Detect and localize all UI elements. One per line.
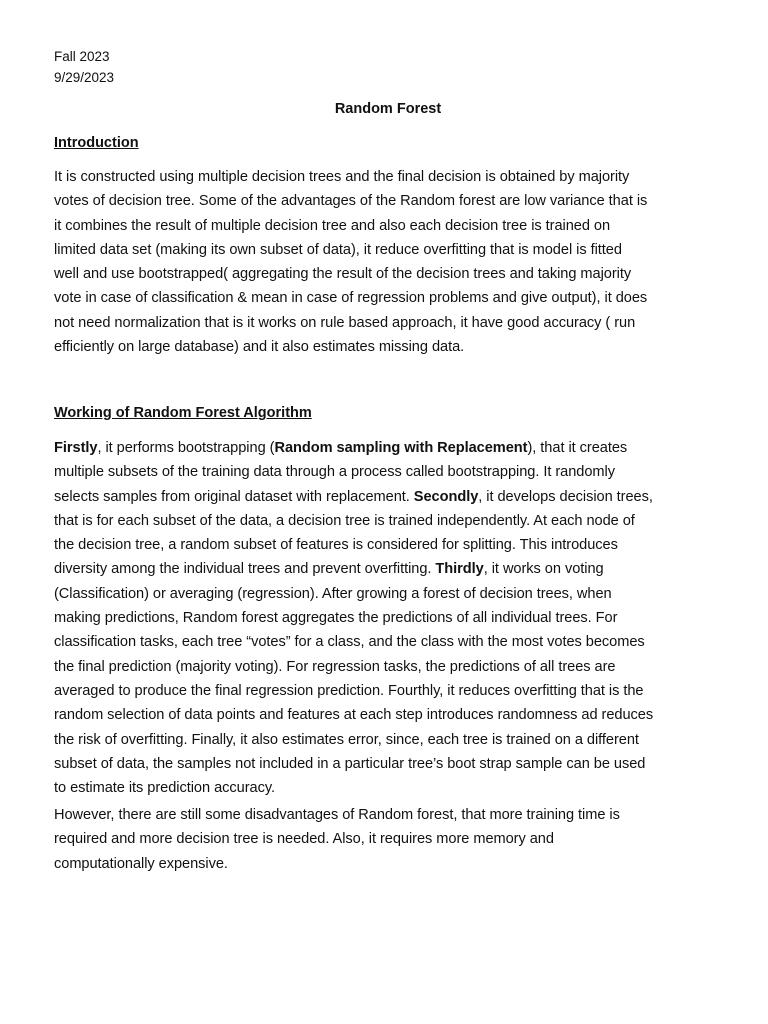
secondly-bold: Secondly [413, 488, 479, 505]
text-run: diversity among the individual trees and prevent overfitting. [54, 561, 436, 578]
paragraph-line: the final prediction (majority voting). For regression tasks, the predictions of all trees are [54, 658, 616, 675]
paragraph-line: vote in case of classification & mean in case of regression problems and give output), it does [54, 290, 648, 307]
paragraph-line [54, 485, 724, 509]
firstly-bold: Firstly [54, 440, 98, 456]
paragraph-line: not need normalization that is it works on rule based approach, it have good accuracy ( run [54, 314, 636, 331]
paragraph-line: the risk of overfitting. Finally, it also estimates error, since, each tree is trained on a different [54, 731, 639, 748]
paragraph-line: the decision tree, a random subset of features is considered for splitting. This introduces [54, 537, 618, 554]
text-run: selects samples from original dataset with replacement. [54, 488, 414, 505]
paragraph-line: However, there are still some disadvantages of Random forest, that more training time is [54, 807, 620, 823]
paragraph-line: limited data set (making its own subset of data), it reduce overfitting that is model is fitted [54, 241, 622, 258]
text-run: , it develops decision trees, [478, 488, 653, 505]
paragraph-line: random selection of data points and features at each step introduces randomness ad reduces [54, 707, 654, 724]
paragraph-line: computationally expensive. [54, 855, 228, 872]
text-run: , it performs bootstrapping ( [97, 440, 275, 456]
working-heading: Working of Random Forest Algorithm [54, 405, 312, 421]
paragraph-line: subset of data, the samples not included in a particular tree’s boot strap sample can be used [54, 755, 646, 772]
paragraph-line: it combines the result of multiple decision tree and also each decision tree is trained on [54, 217, 611, 234]
term-label: Fall 2023 [54, 49, 110, 64]
paragraph-line: classification tasks, each tree “votes” for a class, and the class with the most votes becomes [54, 634, 645, 651]
paragraph-line: that is for each subset of the data, a decision tree is trained independently. At each node of [54, 512, 635, 529]
paragraph-line: efficiently on large database) and it also estimates missing data. [54, 339, 465, 356]
paragraph-line: making predictions, Random forest aggregates the predictions of all individual trees. For [54, 610, 618, 627]
text-run: , it works on voting [483, 561, 604, 578]
disadvantages-paragraph [54, 803, 724, 876]
date-label: 9/29/2023 [54, 70, 115, 85]
paragraph-line: required and more decision tree is needed. Also, it requires more memory and [54, 831, 554, 848]
thirdly-bold: Thirdly [435, 561, 484, 578]
random-sampling-bold: Random sampling with Replacement [274, 440, 528, 456]
paragraph-line: It is constructed using multiple decision trees and the final decision is obtained by majority [54, 169, 630, 185]
introduction-heading: Introduction [54, 135, 139, 151]
paragraph-line [54, 436, 724, 460]
paragraph-line: votes of decision tree. Some of the advantages of the Random forest are low variance that is [54, 193, 648, 210]
paragraph-line: (Classification) or averaging (regression). After growing a forest of decision trees, when [54, 585, 612, 602]
paragraph-line: well and use bootstrapped( aggregating the result of the decision trees and taking majority [54, 266, 632, 283]
document-title: Random Forest [334, 101, 442, 117]
document-meta [54, 46, 114, 88]
working-paragraph [54, 436, 724, 800]
paragraph-line: averaged to produce the final regression prediction. Fourthly, it reduces overfitting that is the [54, 682, 644, 699]
paragraph-line: to estimate its prediction accuracy. [54, 780, 275, 797]
paragraph-line: multiple subsets of the training data through a process called bootstrapping. It randomly [54, 464, 615, 481]
text-run: ), that it creates [527, 440, 628, 456]
introduction-paragraph [54, 165, 724, 359]
paragraph-line [54, 557, 724, 581]
